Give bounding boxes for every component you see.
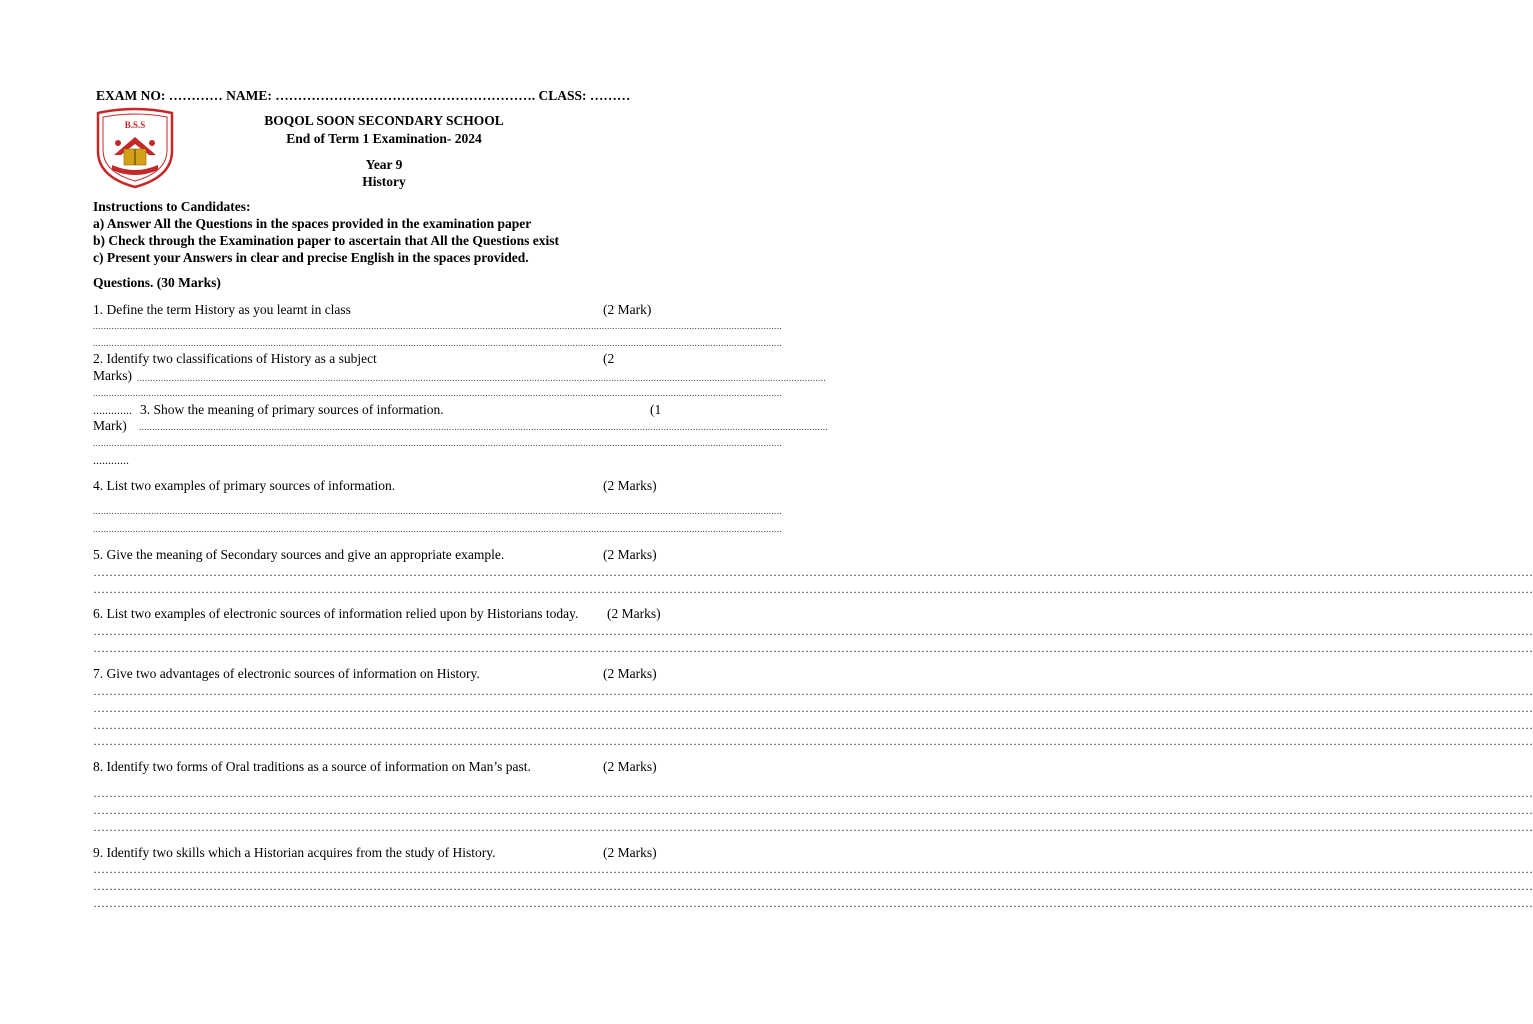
question-text: 7. Give two advantages of electronic sources of information on History. xyxy=(93,666,480,681)
instruction-item: c) Present your Answers in clear and precise English in the spaces provided. xyxy=(93,250,529,265)
exam-details-line: EXAM NO: ………… NAME: …………………………………………………. CLASS: ……… xyxy=(96,88,631,103)
question-prefix-dots: ............. xyxy=(93,403,132,417)
answer-line[interactable]: .................................................................................................................................................................................................................................................................... xyxy=(93,506,782,516)
question-marks: (1 xyxy=(650,402,662,417)
answer-line[interactable]: ……………………………………………………………………………………………………………………………………………………………………………………………………………………………………………………………………………………………………………………………… xyxy=(93,701,1533,715)
answer-line[interactable]: .................................................................................................................................................................................................................................................................... xyxy=(139,422,828,432)
question-marks-continued: Mark) xyxy=(93,418,127,433)
subject-label: History xyxy=(362,174,406,189)
question-text: 5. Give the meaning of Secondary sources and give an appropriate example. xyxy=(93,547,505,562)
answer-line[interactable]: ……………………………………………………………………………………………………………………………………………………………………………………………………………………………………………………………………………………………………………………………… xyxy=(93,641,1533,655)
question-marks-continued: Marks) xyxy=(93,368,132,383)
question-marks: (2 Marks) xyxy=(603,666,657,681)
answer-line[interactable]: ……………………………………………………………………………………………………………………………………………………………………………………………………………………………………………………………………………………………………………………………… xyxy=(93,565,1533,579)
answer-line[interactable]: ……………………………………………………………………………………………………………………………………………………………………………………………………………………………………………………………………………………………………………………………… xyxy=(93,786,1533,800)
answer-line[interactable]: .................................................................................................................................................................................................................................................................... xyxy=(93,388,782,398)
answer-line[interactable]: .................................................................................................................................................................................................................................................................... xyxy=(137,373,826,383)
instruction-item: b) Check through the Examination paper to ascertain that All the Questions exist xyxy=(93,233,560,248)
question-marks: (2 Mark) xyxy=(603,302,652,317)
question-marks: (2 Marks) xyxy=(603,759,657,774)
answer-line[interactable]: .................................................................................................................................................................................................................................................................... xyxy=(93,438,782,448)
question-text: 2. Identify two classifications of History as a subject xyxy=(93,351,377,366)
answer-line[interactable]: ……………………………………………………………………………………………………………………………………………………………………………………………………………………………………………………………………………………………………………………………… xyxy=(93,879,1533,893)
question-marks: (2 Marks) xyxy=(603,845,657,860)
instruction-item: a) Answer All the Questions in the spaces provided in the examination paper xyxy=(93,216,532,231)
question-marks: (2 Marks) xyxy=(603,547,657,562)
question-text: 9. Identify two skills which a Historian acquires from the study of History. xyxy=(93,845,496,860)
answer-line[interactable]: ……………………………………………………………………………………………………………………………………………………………………………………………………………………………………………………………………………………………………………………………… xyxy=(93,862,1533,876)
instructions-title: Instructions to Candidates: xyxy=(93,199,251,214)
answer-line-trail: ............ xyxy=(93,453,129,467)
answer-line[interactable]: ……………………………………………………………………………………………………………………………………………………………………………………………………………………………………………………………………………………………………………………………… xyxy=(93,684,1533,698)
answer-line[interactable]: .................................................................................................................................................................................................................................................................... xyxy=(93,338,782,348)
question-marks: (2 Marks) xyxy=(607,606,661,621)
answer-line[interactable]: ……………………………………………………………………………………………………………………………………………………………………………………………………………………………………………………………………………………………………………………………… xyxy=(93,820,1533,834)
question-text: 8. Identify two forms of Oral traditions as a source of information on Man’s past. xyxy=(93,759,531,774)
school-name: BOQOL SOON SECONDARY SCHOOL xyxy=(264,113,504,128)
answer-line[interactable]: ……………………………………………………………………………………………………………………………………………………………………………………………………………………………………………………………………………………………………………………………… xyxy=(93,803,1533,817)
answer-line[interactable]: ……………………………………………………………………………………………………………………………………………………………………………………………………………………………………………………………………………………………………………………………… xyxy=(93,582,1533,596)
question-text: 6. List two examples of electronic sources of information relied upon by Historians today. xyxy=(93,606,579,621)
answer-line[interactable]: .................................................................................................................................................................................................................................................................... xyxy=(93,321,782,331)
logo-text: B.S.S xyxy=(124,120,146,130)
question-text: 4. List two examples of primary sources of information. xyxy=(93,478,396,493)
year-label: Year 9 xyxy=(365,157,403,172)
questions-title: Questions. (30 Marks) xyxy=(93,275,221,290)
exam-title: End of Term 1 Examination- 2024 xyxy=(286,131,482,146)
question-text: 1. Define the term History as you learnt in class xyxy=(93,302,351,317)
answer-line[interactable]: .................................................................................................................................................................................................................................................................... xyxy=(93,524,782,534)
answer-line[interactable]: ……………………………………………………………………………………………………………………………………………………………………………………………………………………………………………………………………………………………………………………………… xyxy=(93,718,1533,732)
question-text: 3. Show the meaning of primary sources of information. xyxy=(140,402,444,417)
question-marks: (2 xyxy=(603,351,615,366)
answer-line[interactable]: ……………………………………………………………………………………………………………………………………………………………………………………………………………………………………………………………………………………………………………………………… xyxy=(93,896,1533,910)
answer-line[interactable]: ……………………………………………………………………………………………………………………………………………………………………………………………………………………………………………………………………………………………………………………………… xyxy=(93,734,1533,748)
question-marks: (2 Marks) xyxy=(603,478,657,493)
answer-line[interactable]: ……………………………………………………………………………………………………………………………………………………………………………………………………………………………………………………………………………………………………………………………… xyxy=(93,624,1533,638)
